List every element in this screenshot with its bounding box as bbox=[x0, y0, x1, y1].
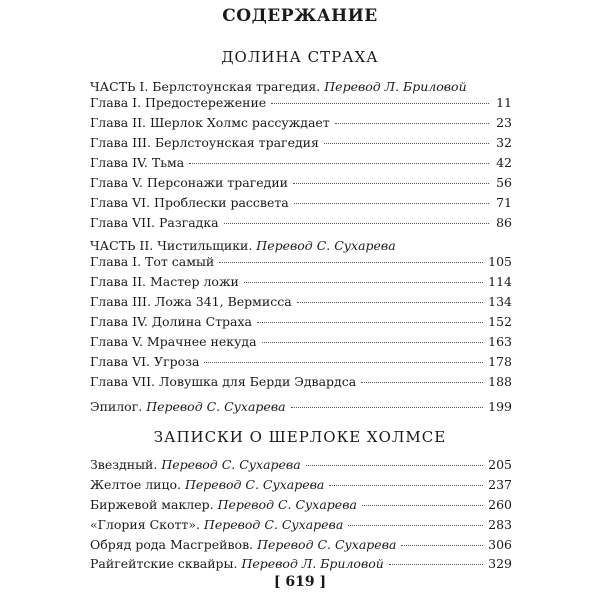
part-title bbox=[90, 79, 467, 94]
dot-leader bbox=[362, 505, 483, 506]
part-title bbox=[90, 238, 396, 253]
dot-leader bbox=[361, 382, 483, 383]
toc-entry-title: Обряд рода Масгрейвов. bbox=[90, 537, 254, 552]
toc-entry-label bbox=[90, 399, 288, 414]
toc-entry-label: Глава IV. Долина Страха bbox=[90, 314, 253, 329]
toc-entry-page: 152 bbox=[488, 314, 512, 329]
toc-entry-page: 71 bbox=[496, 195, 512, 210]
toc-entry-label: Глава II. Мастер ложи bbox=[90, 274, 239, 289]
toc-entry bbox=[90, 175, 512, 195]
dot-leader bbox=[348, 525, 483, 526]
toc-entry-page: 283 bbox=[488, 517, 512, 532]
toc-entry-label bbox=[90, 537, 398, 552]
toc-entry-label bbox=[90, 556, 386, 571]
toc-entry-translator: Перевод С. Сухарева bbox=[257, 537, 397, 552]
dot-leader bbox=[244, 282, 483, 283]
toc-entry bbox=[90, 215, 512, 235]
dot-leader bbox=[324, 143, 489, 144]
dot-leader bbox=[219, 262, 483, 263]
toc-entry-title: Звездный. bbox=[90, 457, 158, 472]
dot-leader bbox=[335, 123, 489, 124]
toc-entry-label: Глава VI. Угроза bbox=[90, 354, 200, 369]
dot-leader bbox=[389, 564, 483, 565]
toc-entry bbox=[90, 537, 512, 557]
toc-entry bbox=[90, 294, 512, 314]
dot-leader bbox=[291, 407, 484, 408]
toc-entry bbox=[90, 374, 512, 394]
page-number: [ 619 ] bbox=[273, 574, 327, 590]
toc-entry-page: 56 bbox=[496, 175, 512, 190]
toc-entry-title: Биржевой маклер. bbox=[90, 497, 214, 512]
toc-entry bbox=[90, 457, 512, 477]
dot-leader bbox=[189, 163, 489, 164]
dot-leader bbox=[262, 342, 484, 343]
toc-entry bbox=[90, 254, 512, 274]
toc-entry-label: Глава VII. Ловушка для Берди Эдвардса bbox=[90, 374, 357, 389]
toc-entry-translator: Перевод С. Сухарева bbox=[161, 457, 301, 472]
toc-entry-page: 260 bbox=[488, 497, 512, 512]
toc-entry-label: Глава VII. Разгадка bbox=[90, 215, 219, 230]
toc-entry-title: Эпилог. bbox=[90, 399, 143, 414]
toc-entry-translator: Перевод С. Сухарева bbox=[146, 399, 286, 414]
toc-entry-label: Глава IV. Тьма bbox=[90, 155, 185, 170]
toc-entry bbox=[90, 556, 512, 576]
toc-entry-page: 42 bbox=[496, 155, 512, 170]
toc-entry-page: 134 bbox=[488, 294, 512, 309]
toc-entry-title: «Глория Скотт». bbox=[90, 517, 200, 532]
dot-leader bbox=[257, 322, 483, 323]
toc-entry-page: 306 bbox=[488, 537, 512, 552]
part-title-translator: Перевод Л. Бриловой bbox=[324, 79, 467, 94]
toc-entry-page: 237 bbox=[488, 477, 512, 492]
toc-entry-page: 11 bbox=[496, 95, 512, 110]
toc-entry-title: Желтое лицо. bbox=[90, 477, 182, 492]
dot-leader bbox=[294, 203, 489, 204]
toc-entry bbox=[90, 517, 512, 537]
dot-leader bbox=[306, 465, 483, 466]
toc-entry-page: 105 bbox=[488, 254, 512, 269]
part-title-main: ЧАСТЬ I. Берлстоунская трагедия. bbox=[90, 79, 321, 94]
toc-entry-page: 205 bbox=[488, 457, 512, 472]
dot-leader bbox=[297, 302, 483, 303]
toc-entry bbox=[90, 274, 512, 294]
toc-entry bbox=[90, 95, 512, 115]
toc-entry-label: Глава II. Шерлок Холмс рассуждает bbox=[90, 115, 330, 130]
toc-entry-page: 23 bbox=[496, 115, 512, 130]
dot-leader bbox=[293, 183, 489, 184]
toc-entry bbox=[90, 354, 512, 374]
toc-entry-label: Глава III. Берлстоунская трагедия bbox=[90, 135, 319, 150]
section-title-dolina-strakha: ДОЛИНА СТРАХА bbox=[221, 48, 379, 66]
dot-leader bbox=[271, 103, 489, 104]
toc-entry bbox=[90, 155, 512, 175]
dot-leader bbox=[224, 223, 489, 224]
toc-entry bbox=[90, 135, 512, 155]
toc-entry-label bbox=[90, 497, 359, 512]
dot-leader bbox=[204, 362, 483, 363]
toc-entry-page: 178 bbox=[488, 354, 512, 369]
dot-leader bbox=[401, 545, 483, 546]
toc-entry-translator: Перевод С. Сухарева bbox=[217, 497, 357, 512]
toc-entry-page: 32 bbox=[496, 135, 512, 150]
toc-entry-label: Глава III. Ложа 341, Вермисса bbox=[90, 294, 292, 309]
toc-entry-label bbox=[90, 477, 326, 492]
toc-entry bbox=[90, 115, 512, 135]
toc-entry-page: 86 bbox=[496, 215, 512, 230]
toc-entry bbox=[90, 334, 512, 354]
toc-entry-label bbox=[90, 517, 345, 532]
part-title-translator: Перевод С. Сухарева bbox=[256, 238, 396, 253]
toc-entry-label: Глава V. Персонажи трагедии bbox=[90, 175, 289, 190]
toc-entry-title: Райгейтские сквайры. bbox=[90, 556, 238, 571]
toc-entry-label: Глава I. Предостережение bbox=[90, 95, 267, 110]
toc-entry-page: 114 bbox=[488, 274, 512, 289]
section-title-zapiski: ЗАПИСКИ О ШЕРЛОКЕ ХОЛМСЕ bbox=[153, 428, 447, 446]
toc-entry-translator: Перевод С. Сухарева bbox=[185, 477, 325, 492]
part-title-main: ЧАСТЬ II. Чистильщики. bbox=[90, 238, 253, 253]
toc-entry-label: Глава V. Мрачнее некуда bbox=[90, 334, 257, 349]
toc-entry-label: Глава VI. Проблески рассвета bbox=[90, 195, 289, 210]
toc-entry-epilogue bbox=[90, 399, 512, 419]
toc-entry bbox=[90, 497, 512, 517]
dot-leader bbox=[329, 485, 483, 486]
toc-entry-page: 199 bbox=[488, 399, 512, 414]
toc-entry-page: 163 bbox=[488, 334, 512, 349]
toc-entry-translator: Перевод Л. Бриловой bbox=[241, 556, 384, 571]
toc-entry-translator: Перевод С. Сухарева bbox=[203, 517, 344, 532]
page-title: СОДЕРЖАНИЕ bbox=[222, 6, 378, 26]
toc-entry-page: 329 bbox=[488, 556, 512, 571]
toc-entry bbox=[90, 477, 512, 497]
toc-entry bbox=[90, 314, 512, 334]
toc-entry-label bbox=[90, 457, 303, 472]
toc-entry bbox=[90, 195, 512, 215]
toc-entry-page: 188 bbox=[488, 374, 512, 389]
toc-entry-label: Глава I. Тот самый bbox=[90, 254, 215, 269]
